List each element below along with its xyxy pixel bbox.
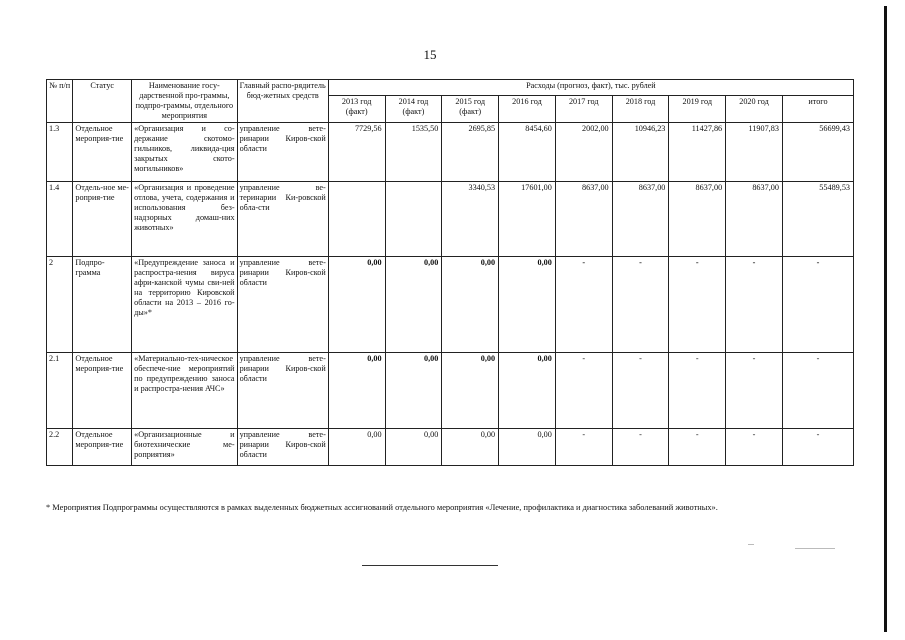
value-cell: 0,00	[385, 353, 442, 429]
total-cell: 55489,53	[782, 182, 853, 257]
value-cell: -	[669, 257, 726, 353]
footnote: * Мероприятия Подпрограммы осуществляются в рамках выделенных бюджетных ассигнований отдельного мероприятия «Лечение, профилактика и диагностика заболеваний животных».	[46, 503, 718, 512]
page-edge-bar	[884, 6, 887, 632]
row-name: «Организационные и биотехнические ме-роприятия»	[132, 429, 237, 466]
row-name: «Материально-тех-ническое обеспече-ние мероприятий по предупреждению заноса и распростра-нения АЧС»	[132, 353, 237, 429]
total-cell: -	[782, 429, 853, 466]
value-cell	[385, 182, 442, 257]
value-cell: 0,00	[499, 257, 556, 353]
row-num: 1.3	[47, 123, 73, 182]
value-cell	[328, 182, 385, 257]
value-cell: 8637,00	[555, 182, 612, 257]
value-cell: 0,00	[499, 429, 556, 466]
row-num: 2.1	[47, 353, 73, 429]
value-cell: 0,00	[328, 257, 385, 353]
value-cell: 0,00	[328, 429, 385, 466]
total-header: итого	[782, 95, 853, 122]
row-name: «Организация и проведение отлова, учета, содержания и использования без-надзорных домаш-них животных»	[132, 182, 237, 257]
header-num: № п/п	[47, 80, 73, 123]
value-cell: -	[555, 257, 612, 353]
value-cell: -	[612, 353, 669, 429]
value-cell: 11427,86	[669, 123, 726, 182]
row-executor: управление вете-ринарии Киров-ской области	[237, 257, 328, 353]
value-cell: 8454,60	[499, 123, 556, 182]
row-executor: управление вете-ринарии Киров-ской области	[237, 429, 328, 466]
row-name: «Организация и со-держание скотомо-гильников, ликвида-ция закрытых ското-могильников»	[132, 123, 237, 182]
row-status: Отдельное мероприя-тие	[73, 353, 132, 429]
value-cell: 2695,85	[442, 123, 499, 182]
value-cell: -	[669, 429, 726, 466]
row-executor: управление ве-теринарии Ки-ровской обла-сти	[237, 182, 328, 257]
table-row	[47, 429, 854, 466]
year-header: 2016 год	[499, 95, 556, 122]
row-num: 1.4	[47, 182, 73, 257]
value-cell: 7729,56	[328, 123, 385, 182]
row-executor: управление вете-ринарии Киров-ской области	[237, 123, 328, 182]
value-cell: 11907,83	[726, 123, 783, 182]
value-cell: -	[726, 429, 783, 466]
table-row	[47, 123, 854, 182]
row-status: Подпро-грамма	[73, 257, 132, 353]
value-cell: 8637,00	[669, 182, 726, 257]
year-header: 2013 год (факт)	[328, 95, 385, 122]
value-cell: 0,00	[385, 429, 442, 466]
budget-table	[46, 79, 854, 466]
value-cell: -	[726, 257, 783, 353]
table-row	[47, 353, 854, 429]
value-cell: 17601,00	[499, 182, 556, 257]
value-cell: -	[726, 353, 783, 429]
value-cell: 8637,00	[612, 182, 669, 257]
total-cell: -	[782, 257, 853, 353]
header-executor: Главный распо-рядитель бюд-жетных средств	[237, 80, 328, 123]
scan-mark	[748, 544, 754, 545]
header-name: Наименование госу-дарственной про-граммы, подпро-граммы, отдельного мероприятия	[132, 80, 237, 123]
value-cell: 2002,00	[555, 123, 612, 182]
value-cell: -	[669, 353, 726, 429]
value-cell: 0,00	[442, 353, 499, 429]
value-cell: 0,00	[499, 353, 556, 429]
header-expenses: Расходы (прогноз, факт), тыс. рублей	[328, 80, 853, 96]
value-cell: -	[612, 257, 669, 353]
row-status: Отдельное мероприя-тие	[73, 429, 132, 466]
signature-line	[362, 565, 498, 566]
value-cell: 8637,00	[726, 182, 783, 257]
value-cell: -	[555, 353, 612, 429]
value-cell: -	[612, 429, 669, 466]
value-cell: 1535,50	[385, 123, 442, 182]
row-status: Отдель-ное ме-роприя-тие	[73, 182, 132, 257]
year-header: 2018 год	[612, 95, 669, 122]
year-header: 2020 год	[726, 95, 783, 122]
total-cell: 56699,43	[782, 123, 853, 182]
value-cell: 0,00	[385, 257, 442, 353]
value-cell: 0,00	[442, 429, 499, 466]
row-name: «Предупреждение заноса и распростра-нения вируса афри-канской чумы сви-ней на территорию Кировской области на 2013 – 2016 го-ды»*	[132, 257, 237, 353]
year-header: 2019 год	[669, 95, 726, 122]
row-num: 2	[47, 257, 73, 353]
value-cell: 0,00	[442, 257, 499, 353]
year-header: 2014 год (факт)	[385, 95, 442, 122]
header-row	[47, 80, 854, 96]
value-cell: 3340,53	[442, 182, 499, 257]
row-num: 2.2	[47, 429, 73, 466]
value-cell: 0,00	[328, 353, 385, 429]
total-cell: -	[782, 353, 853, 429]
row-status: Отдельное мероприя-тие	[73, 123, 132, 182]
value-cell: -	[555, 429, 612, 466]
value-cell: 10946,23	[612, 123, 669, 182]
row-executor: управление вете-ринарии Киров-ской области	[237, 353, 328, 429]
page-number: 15	[423, 47, 437, 62]
table-row	[47, 182, 854, 257]
year-header: 2017 год	[555, 95, 612, 122]
header-status: Статус	[73, 80, 132, 123]
table-row	[47, 257, 854, 353]
year-header: 2015 год (факт)	[442, 95, 499, 122]
scan-mark	[795, 548, 835, 549]
